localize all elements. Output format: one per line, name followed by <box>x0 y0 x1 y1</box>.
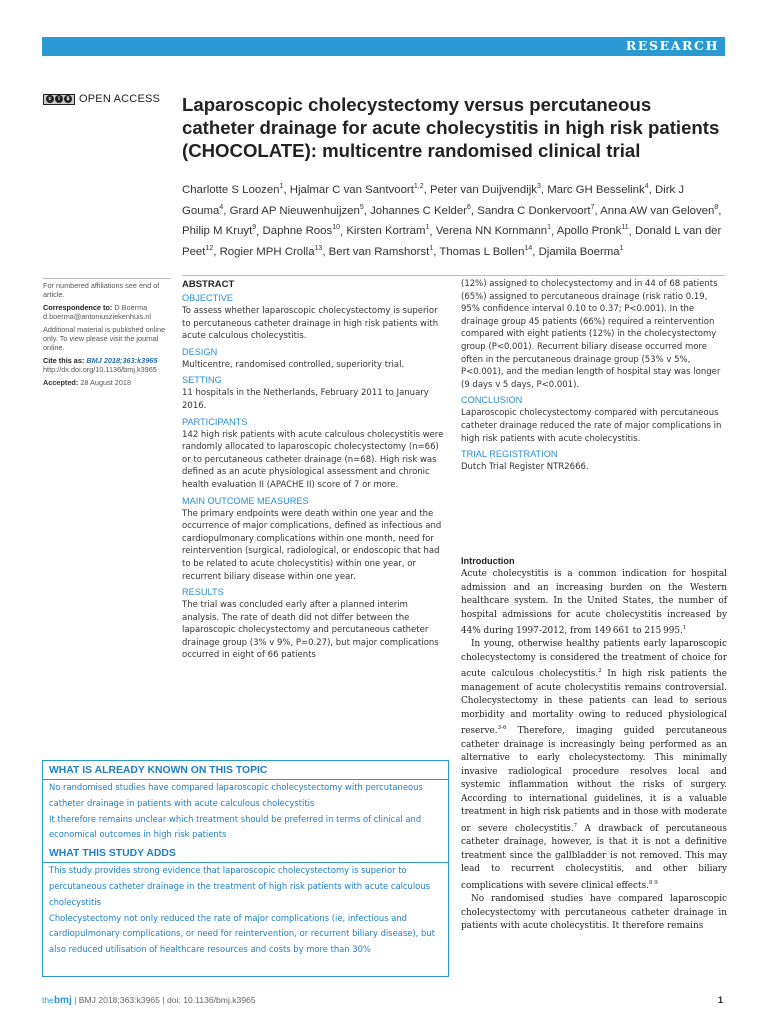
correspondence-label: Correspondence to: <box>43 302 113 312</box>
known-point-1: No randomised studies have compared laparoscopic cholecystectomy with percutaneous catheter drainage in patients with acute calculous cholecystitis <box>49 782 423 808</box>
registration-text: Dutch Trial Register NTR2666. <box>461 462 589 473</box>
author-affiliation: 13 <box>314 245 323 253</box>
author-name-text: Sandra C Donkervoort <box>477 204 591 217</box>
open-access-badge <box>43 93 160 105</box>
author-affiliation: 6 <box>466 203 471 211</box>
intro-p2b-text: In high risk patients the management of acute cholecystitis remains controversial. Cholecystectomy in these patients can lead to serious morbidity and mortality owing to reduced physiological reserve. <box>461 669 728 737</box>
author-name-text: Philip M Kruyt <box>182 225 253 238</box>
author-affiliation: 1,2 <box>413 183 424 190</box>
author-name <box>263 225 340 237</box>
intro-p1-text: Acute cholecystitis is a common indication for hospital admission and an increasing burden on the Western healthcare system. In the United States, the number of hospital admissions for acute cholecystitis increased by 44% during 1997-2012, from 149 661 to 215 995. <box>461 569 727 636</box>
intro-p2d-text: A drawback of percutaneous catheter drainage, however, is that it is not a definitive treatment since the gallbladder is not removed. This may lead to recurrent cholecystitis, and other biliary complications with severe clinical effects. <box>461 823 727 891</box>
author-affiliation: 1 <box>429 245 434 253</box>
accepted-value: 28 August 2018 <box>80 377 132 387</box>
intro-p2c-text: Therefore, imaging guided percutaneous catheter drainage is increasingly being performed as an alternative to early cholecystectomy. This minimally invasive radiological procedure resolves local and systemic inflammation without the risks of surgery. According to international guidelines, it is a valuable treatment in high risk patients and in those with moderate or severe cholecystitis. <box>461 726 727 834</box>
author-name <box>346 225 429 237</box>
author-affiliation: 1 <box>279 183 284 190</box>
intro-paragraph-3: No randomised studies have compared laparoscopic cholecystectomy with percutaneous catheter drainage in patients with acute cholecystitis. It therefore remains <box>461 894 727 932</box>
author-affiliation: 9 <box>252 224 257 232</box>
journal-logo-bmj: bmj <box>53 995 72 1006</box>
abstract-heading: ABSTRACT <box>182 279 235 290</box>
author-name <box>557 225 629 237</box>
author-name-text: Charlotte S Loozen <box>182 183 280 196</box>
author-affiliation: 1 <box>619 245 624 253</box>
open-access-label: OPEN ACCESS <box>79 93 161 105</box>
known-point-2: It therefore remains unclear which treatment should be preferred in terms of clinical and economical outcomes in high risk patients <box>49 813 422 840</box>
page-footer <box>42 995 725 1006</box>
author-affiliation: 11 <box>621 224 629 232</box>
intro-p2d-ref: 8 9 <box>648 879 658 886</box>
author-affiliation: 12 <box>205 245 214 253</box>
design-heading: DESIGN <box>182 346 218 357</box>
results-heading: RESULTS <box>182 587 224 598</box>
article-title: Laparoscopic cholecystectomy versus percutaneous catheter drainage for acute cholecystitis in high risk patients (CHOCOLATE): multicentre randomised clinical trial <box>182 94 720 161</box>
introduction-heading: Introduction <box>461 556 515 566</box>
author-affiliation: 14 <box>524 245 533 253</box>
additional-material-note: Additional material is published online only. To view please visit the journal online. <box>43 324 166 353</box>
citation-info <box>43 356 171 375</box>
intro-p2-ref: 2 <box>598 668 602 675</box>
intro-paragraph-2 <box>461 638 727 893</box>
intro-p1-ref: 1 <box>682 625 687 631</box>
adds-point-2: Cholecystectomy not only reduced the rate of major complications (ie, infectious and cardiopulmonary complications, or need for reintervention, or recurrent biliary disease), but also reduced utilisation of healthcare resources and costs by more than 30% <box>49 912 435 955</box>
setting-text: 11 hospitals in the Netherlands, February 2011 to January 2016. <box>182 388 429 411</box>
author-name-text: Grard AP Nieuwenhuijzen <box>229 204 360 217</box>
cite-reference: BMJ 2018;363:k3965 <box>86 355 158 365</box>
author-name-text: Peter van Duijvendijk <box>429 183 537 196</box>
introduction-section <box>461 555 727 934</box>
doi-link[interactable]: http://dx.doi.org/10.1136/bmj.k3965 <box>43 365 157 375</box>
author-name <box>430 184 541 196</box>
author-name <box>182 225 256 237</box>
author-name-text: Hjalmar C van Santvoort <box>289 183 414 196</box>
author-name-text: Dirk J Gouma <box>182 183 685 217</box>
author-name-text: Bert van Ramshorst <box>328 246 430 259</box>
author-name-text: Djamila Boerma <box>538 246 620 259</box>
creative-commons-icon: c i $ <box>43 94 75 105</box>
participants-text: 142 high risk patients with acute calculous cholecystitis were randomly allocated to laparoscopic cholecystectomy (n=66) or to percutaneous catheter drainage (n=68). High risk was defined as an acute physiological assessment and chronic health evaluation II (APACHE II) score of 7 or more. <box>182 429 444 490</box>
section-banner <box>42 37 725 56</box>
author-affiliation: 5 <box>359 203 364 211</box>
author-affiliation: 3 <box>536 183 541 190</box>
results-text-part2: (12%) assigned to cholecystectomy and in 44 of 68 patients (65%) assigned to percutaneous drainage (risk ratio 0.19, 95% confidence interval 0.10 to 0.37; P<0.001). In the drainage group 45 patients (66%) required a reintervention compared with eight patients (12%) in the cholecystectomy group (P<0.001). Recurrent biliary disease occurred more often in the percutaneous drainage group (53% v 5%, P<0.001), and the median length of hospital stay was longer (9 days v 5 days, P<0.001). <box>461 279 721 390</box>
participants-heading: PARTICIPANTS <box>182 416 248 427</box>
adds-heading: WHAT THIS STUDY ADDS <box>49 848 176 860</box>
author-name <box>370 205 471 217</box>
author-name-text: Rogier MPH Crolla <box>219 246 315 259</box>
author-affiliation: 4 <box>644 183 649 190</box>
conclusion-heading: CONCLUSION <box>461 395 523 406</box>
registration-heading: TRIAL REGISTRATION <box>461 449 558 460</box>
author-name-text: Verena NN Kornmann <box>435 225 548 238</box>
author-name-text: Donald L van der Peet <box>182 225 722 259</box>
article-sidebar <box>43 281 171 390</box>
author-name <box>600 205 718 217</box>
intro-p2-text: In young, otherwise healthy patients early laparoscopic cholecystectomy is considered the treatment of choice for acute calculous cholecystitis. <box>461 639 727 680</box>
author-name-text: Thomas L Bollen <box>439 246 525 259</box>
intro-paragraph-1 <box>461 568 727 638</box>
design-text: Multicentre, randomised controlled, superiority trial. <box>182 359 405 370</box>
footer-citation: | BMJ 2018;363:k3965 | doi: 10.1136/bmj.k3965 <box>71 995 256 1005</box>
correspondence-name: D Boerma <box>114 302 148 312</box>
cite-label: Cite this as: <box>43 355 85 365</box>
journal-logo-the: the <box>42 995 54 1005</box>
author-name-text: Anna AW van Geloven <box>600 204 715 217</box>
author-affiliation: 10 <box>332 224 340 232</box>
author-name-text: Apollo Pronk <box>556 225 622 238</box>
author-name <box>439 246 532 258</box>
outcomes-text: The primary endpoints were death within one year and the occurrence of major complications, defined as infectious and cardiopulmonary complications within one month, need for reintervention (surgical, radiological, or endoscopic that had to be related to acute cholecystitis) within one year, or recurrent biliary disease within one year. <box>182 508 442 582</box>
accepted-label: Accepted: <box>43 377 79 387</box>
author-name <box>436 225 551 237</box>
conclusion-text: Laparoscopic cholecystectomy compared with percutaneous catheter drainage reduced the rate of major complications in high risk patients with acute cholecystitis. <box>461 408 722 444</box>
author-name <box>182 184 283 196</box>
abstract-divider <box>182 275 725 276</box>
outcomes-heading: MAIN OUTCOME MEASURES <box>182 495 309 506</box>
author-name <box>539 246 624 258</box>
author-name-text: Johannes C Kelder <box>370 204 467 217</box>
section-label: RESEARCH <box>625 38 719 53</box>
objective-heading: OBJECTIVE <box>182 293 234 303</box>
author-name <box>477 205 594 217</box>
author-name-text: Kirsten Kortram <box>346 225 426 238</box>
page-number: 1 <box>717 995 723 1005</box>
affiliations-note: For numbered affiliations see end of article. <box>43 281 160 300</box>
author-affiliation: 8 <box>714 203 719 211</box>
author-name <box>220 246 323 258</box>
summary-box <box>42 760 449 977</box>
author-name <box>230 205 364 217</box>
author-affiliation: 7 <box>590 203 595 211</box>
author-name <box>290 184 424 196</box>
abstract-column-1 <box>182 278 444 662</box>
author-name-text: Marc GH Besselink <box>547 183 645 196</box>
author-affiliation: 1 <box>425 224 430 232</box>
accepted-date <box>43 378 171 387</box>
known-heading: WHAT IS ALREADY KNOWN ON THIS TOPIC <box>49 765 268 776</box>
results-text-part1: The trial was concluded early after a planned interim analysis. The rate of death did not differ between the laparoscopic cholecystectomy and percutaneous catheter drainage group (3% v 9%, P=0.27), but major complications occurred in eight of 66 patients <box>182 600 439 661</box>
sidebar-divider <box>43 278 171 279</box>
author-list: Charlotte S Loozen$^1$, Hjalmar C van Santvoort$^{1,2}$, Peter van Duijvendijk$^3$, Marc GH Besselink$^4$, Dirk J Gouma$^4$, Grard AP Nieuwenhuijzen$^5$, Johannes C Kelder$^6$, Sandra C Donkervoort$^7$, Anna AW van Geloven$^8$, Philip M Kruyt$^9$, Daphne Roos$^{10}$, Kirsten Kortram$^1$, Verena NN Kornmann$^1$, Apollo Pronk$^{11}$, Donald L van der Peet$^{12}$, Rogier MPH Crolla$^{13}$, Bert van Ramshorst$^1$, Thomas L Bollen$^{14}$, Djamila Boerma$^1$ <box>182 183 722 259</box>
author-affiliation: 4 <box>219 203 224 211</box>
correspondence <box>43 303 171 322</box>
abstract-column-2 <box>461 278 727 474</box>
intro-p2c-ref: 7 <box>573 822 578 829</box>
author-name <box>547 184 648 196</box>
author-name <box>329 246 434 258</box>
author-name-text: Daphne Roos <box>262 225 333 238</box>
author-affiliation: 1 <box>547 224 552 232</box>
adds-point-1: This study provides strong evidence that laparoscopic cholecystectomy is superior to percutaneous catheter drainage in the treatment of high risk patients with acute calculous cholecystitis <box>49 865 430 907</box>
setting-heading: SETTING <box>182 375 222 386</box>
intro-p2b-ref: 3-6 <box>497 725 507 732</box>
correspondence-email[interactable]: d.boerma@antoniusziekenhuis.nl <box>43 312 152 322</box>
objective-text: To assess whether laparoscopic cholecystectomy is superior to percutaneous catheter drainage in high risk patients with acute calculous cholecystitis. <box>182 306 439 342</box>
